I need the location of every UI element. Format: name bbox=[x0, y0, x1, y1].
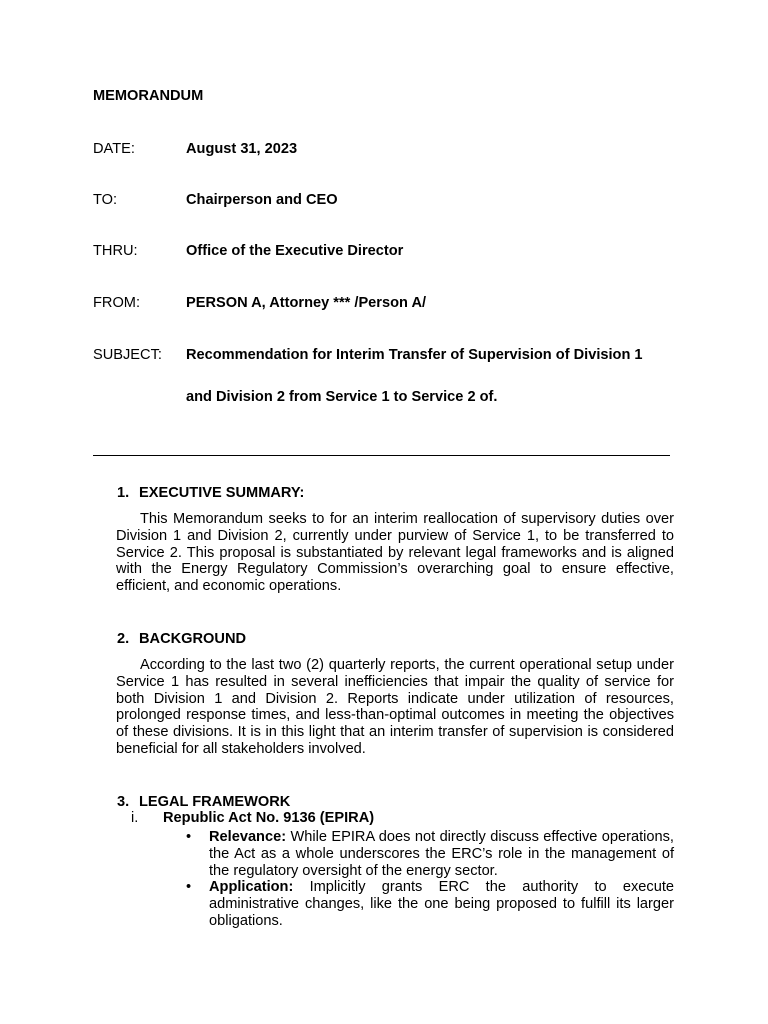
bullet-icon: • bbox=[186, 879, 192, 896]
section-number: 2. bbox=[117, 631, 130, 647]
section-title: EXECUTIVE SUMMARY: bbox=[139, 485, 305, 501]
header-label-subject: SUBJECT: bbox=[93, 347, 162, 363]
section-number: 3. bbox=[117, 794, 130, 810]
section-number: 1. bbox=[117, 485, 130, 501]
section-heading-background bbox=[117, 631, 246, 647]
section-heading-legal-framework bbox=[117, 794, 290, 810]
header-value-to: Chairperson and CEO bbox=[186, 192, 338, 208]
header-divider bbox=[93, 455, 670, 456]
bullet-label: Relevance: bbox=[209, 829, 287, 845]
section-heading-executive-summary bbox=[117, 485, 304, 501]
header-value-date: August 31, 2023 bbox=[186, 141, 298, 157]
header-label-date: DATE: bbox=[93, 141, 135, 157]
bullet-icon: • bbox=[186, 829, 192, 845]
header-value-subject-line1: Recommendation for Interim Transfer of Supervision of Division 1 bbox=[186, 347, 643, 363]
header-value-from: PERSON A, Attorney *** /Person A/ bbox=[186, 295, 427, 311]
subsection-title: Republic Act No. 9136 (EPIRA) bbox=[163, 810, 375, 826]
bullet-item-relevance bbox=[186, 829, 674, 879]
header-value-subject-line2: and Division 2 from Service 1 to Service 2 of. bbox=[186, 389, 498, 405]
header-label-to: TO: bbox=[93, 192, 118, 208]
bullet-text: While EPIRA does not directly discuss effective operations, the Act as a whole underscores the ERC’s role in the management of the regulatory oversight of the energy sector. bbox=[209, 829, 674, 879]
header-value-thru: Office of the Executive Director bbox=[186, 243, 404, 259]
section-body-background: According to the last two (2) quarterly reports, the current operational setup under Service 1 has resulted in several inefficiencies that impair the quality of service for both Division 1 and Division 2. Reports indicate under utilization of resources, prolonged response times, and less-than-optimal outcomes in meeting the objectives of these divisions. It is in this light that an interim transfer of supervision is considered beneficial for all stakeholders involved. bbox=[116, 657, 674, 757]
subsection-roman-numeral: i. bbox=[131, 810, 139, 826]
section-title: BACKGROUND bbox=[139, 631, 247, 647]
header-label-from: FROM: bbox=[93, 295, 141, 311]
bullet-label: Application: bbox=[209, 879, 294, 896]
bullet-text: Implicitly grants ERC the authority to execute administrative changes, like the one being proposed to fulfill its larger obligations. bbox=[209, 879, 674, 929]
section-title: LEGAL FRAMEWORK bbox=[139, 794, 291, 810]
legal-framework-bullet-list bbox=[186, 829, 674, 930]
subsection-heading-epira bbox=[131, 810, 374, 826]
memo-title: MEMORANDUM bbox=[93, 88, 204, 104]
bullet-item-application bbox=[186, 879, 674, 929]
section-body-executive-summary: This Memorandum seeks to for an interim reallocation of supervisory duties over Division 1 and Division 2, currently under purview of Service 1, to be transferred to Service 2. This proposal is substantiated by relevant legal frameworks and is aligned with the Energy Regulatory Commission’s overarching goal to ensure effective, efficient, and economic operations. bbox=[116, 511, 674, 595]
header-label-thru: THRU: bbox=[93, 243, 138, 259]
